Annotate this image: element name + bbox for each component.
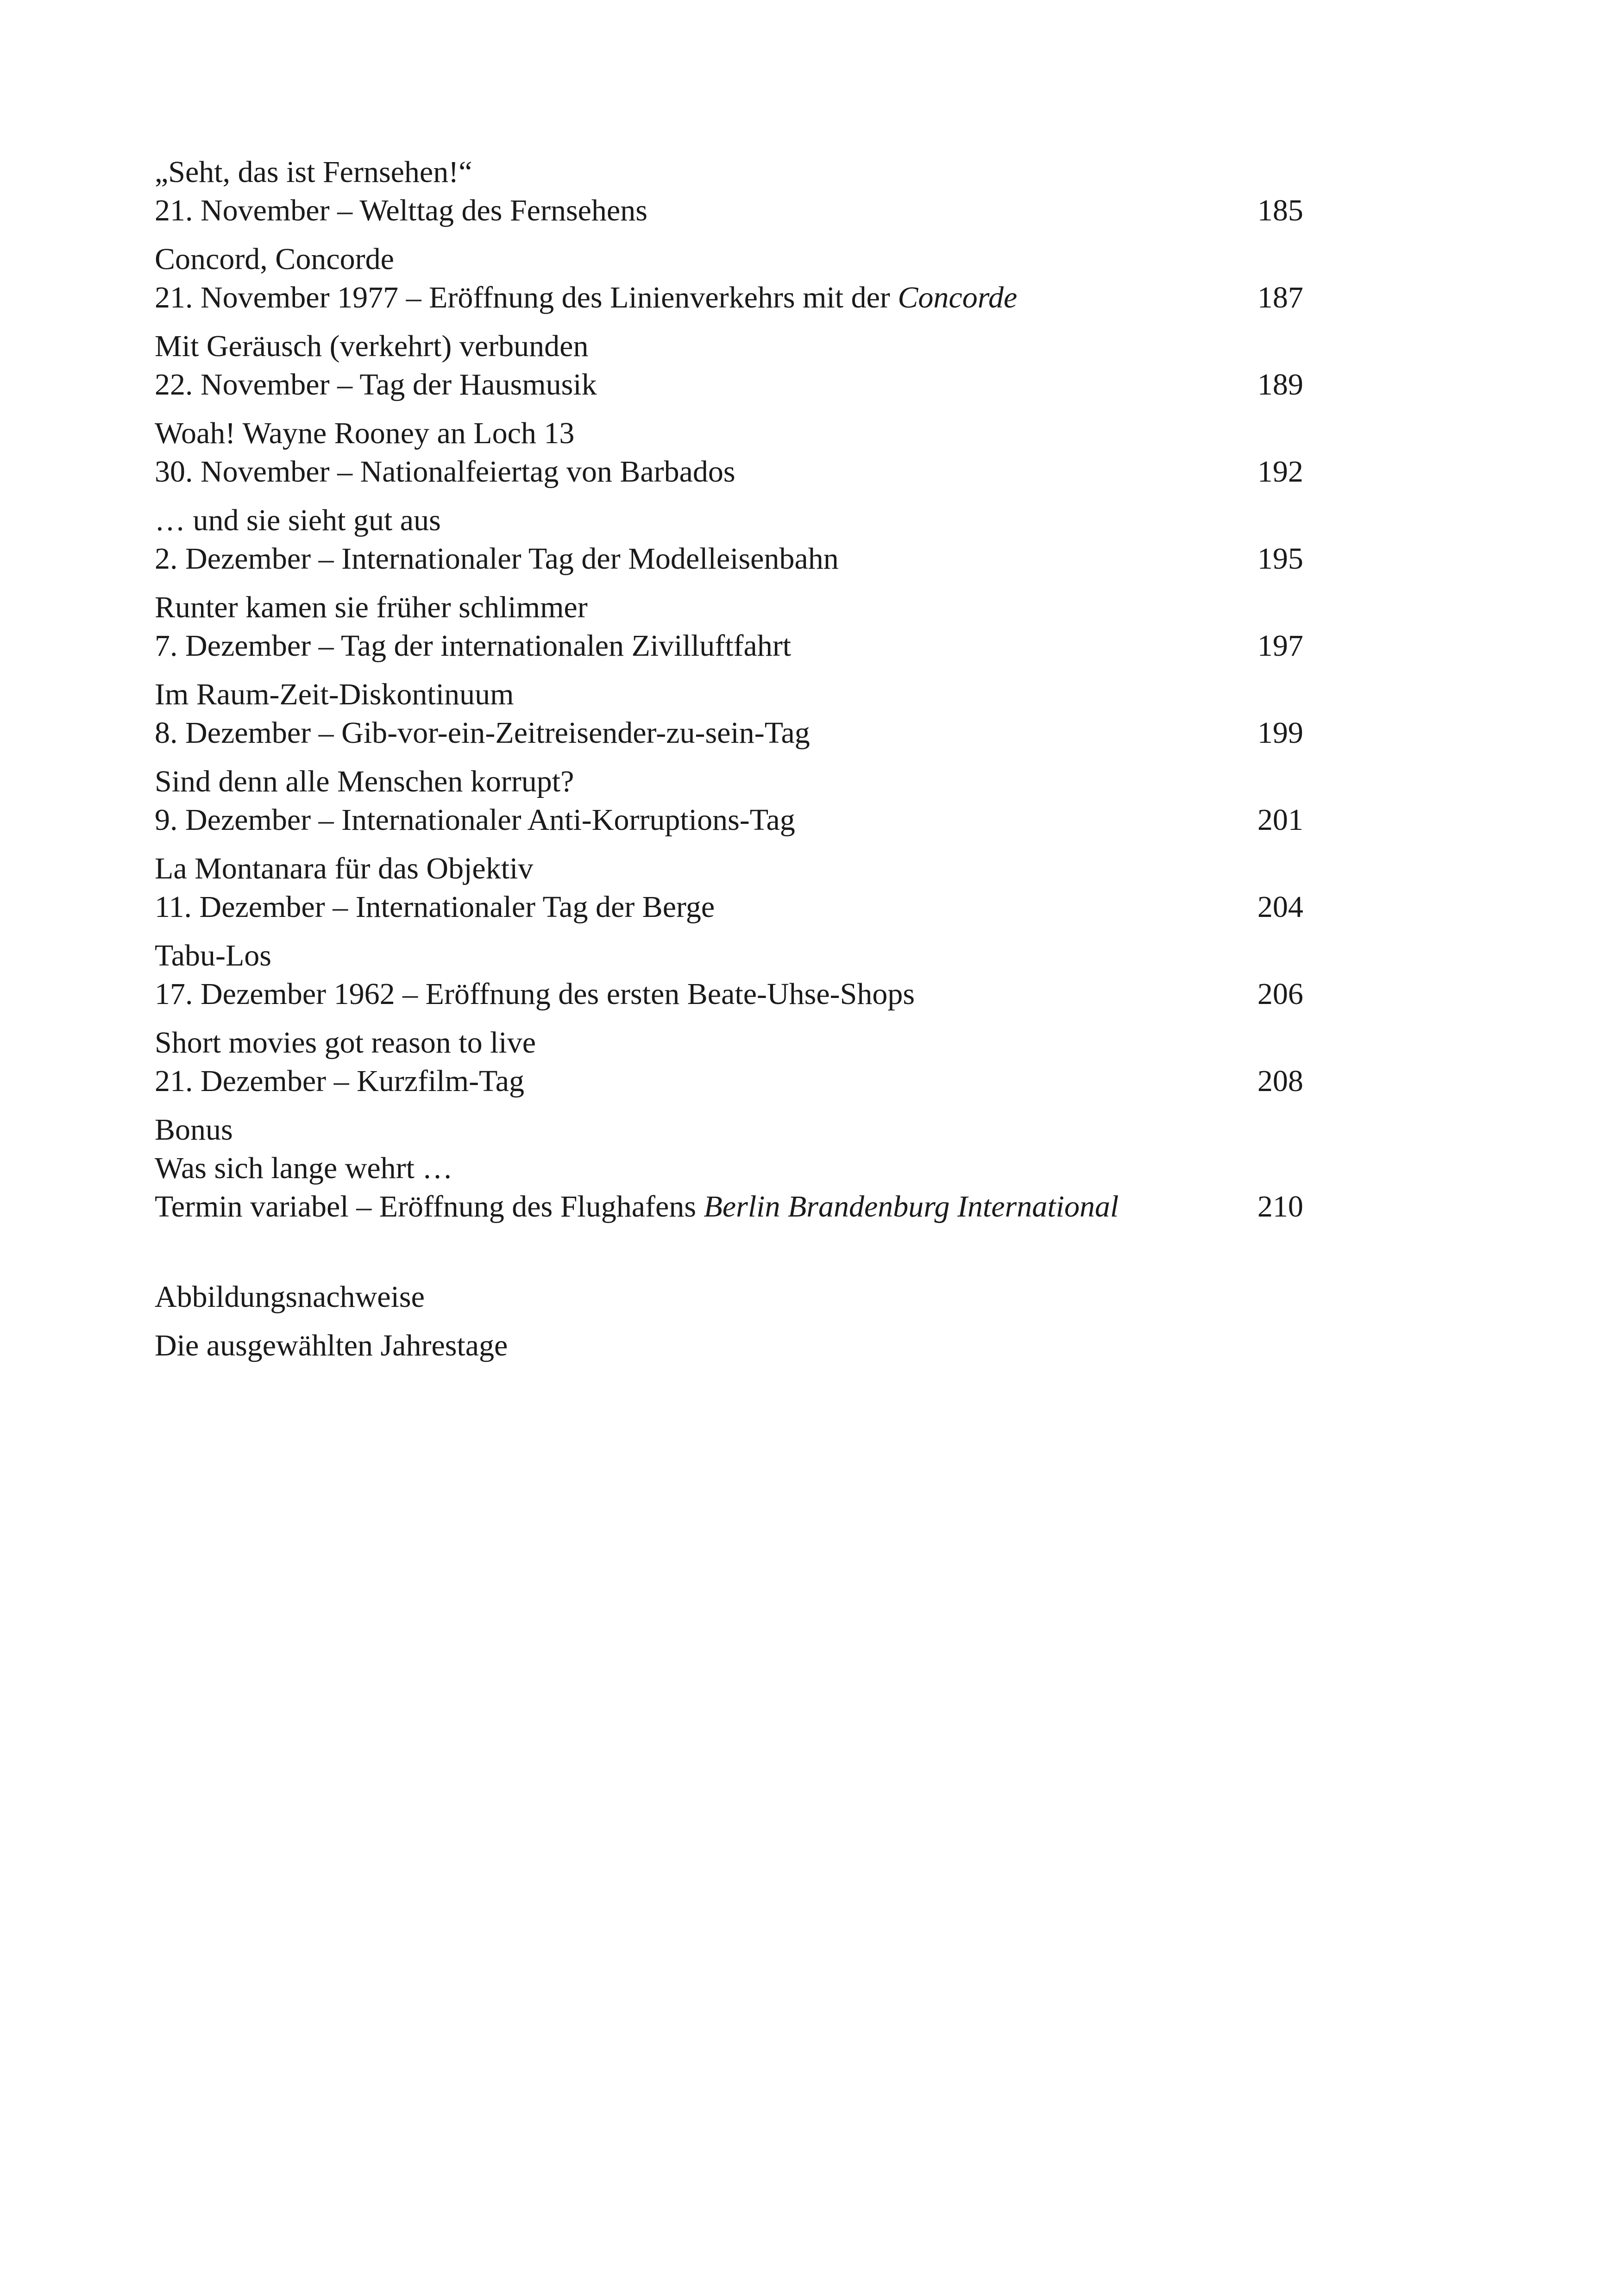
toc-entry [155, 327, 1303, 404]
entry-subtitle: 9. Dezember – Internationaler Anti-Korruptions-Tag [155, 803, 795, 837]
entry-subtitle: Termin variabel – Eröffnung des Flughafens Berlin Brandenburg International [155, 1190, 1119, 1223]
toc-entry [155, 762, 1303, 839]
entry-row [155, 191, 1303, 230]
entry-title: Woah! Wayne Rooney an Loch 13 [155, 416, 575, 450]
entry-row [155, 365, 1303, 404]
page-number: 187 [1257, 281, 1303, 314]
entry-title: Mit Geräusch (verkehrt) verbunden [155, 329, 589, 363]
toc-entry [155, 501, 1303, 578]
entry-title: … und sie sieht gut aus [155, 503, 441, 537]
entry-subtitle: 30. November – Nationalfeiertag von Barbados [155, 455, 735, 489]
toc-entry [155, 936, 1303, 1013]
entry-title: Sind denn alle Menschen korrupt? [155, 765, 574, 798]
entry-subtitle: 2. Dezember – Internationaler Tag der Modelleisenbahn [155, 542, 839, 576]
page-number: 195 [1257, 542, 1303, 576]
entry-subtitle: 21. November 1977 – Eröffnung des Linienverkehrs mit der Concorde [155, 281, 1018, 314]
page-number: 206 [1257, 977, 1303, 1011]
entry-row [155, 278, 1303, 317]
page-number: 192 [1257, 455, 1303, 489]
entry-row [155, 714, 1303, 752]
entry-row [155, 1062, 1303, 1100]
entry-subtitle-italic: Berlin Brandenburg International [704, 1190, 1119, 1223]
toc-entry [155, 675, 1303, 752]
page-number: 204 [1257, 890, 1303, 924]
toc-entry [155, 1023, 1303, 1100]
table-of-contents [155, 153, 1303, 1375]
entry-subtitle: 7. Dezember – Tag der internationalen Zivilluftfahrt [155, 629, 792, 663]
page-number: 201 [1257, 803, 1303, 837]
entry-row [155, 627, 1303, 665]
page-number: 189 [1257, 368, 1303, 401]
anniversaries-heading: Die ausgewählten Jahrestage [155, 1329, 508, 1362]
entry-subtitle: 17. Dezember 1962 – Eröffnung des ersten Beate-Uhse-Shops [155, 977, 915, 1011]
entry-subtitle: 8. Dezember – Gib-vor-ein-Zeitreisender-zu-sein-Tag [155, 716, 810, 750]
entry-row [155, 452, 1303, 491]
bonus-label: Bonus [155, 1113, 233, 1147]
toc-entry [155, 588, 1303, 665]
entry-row [155, 975, 1303, 1013]
page-number: 208 [1257, 1064, 1303, 1098]
page-number: 199 [1257, 716, 1303, 750]
entry-subtitle: 21. Dezember – Kurzfilm-Tag [155, 1064, 525, 1098]
entry-title: Short movies got reason to live [155, 1026, 536, 1060]
entry-row [155, 539, 1303, 578]
credits-heading: Abbildungsnachweise [155, 1280, 425, 1314]
entry-subtitle: 21. November – Welttag des Fernsehens [155, 194, 647, 227]
entry-title: Concord, Concorde [155, 242, 394, 276]
entry-title: Im Raum-Zeit-Diskontinuum [155, 678, 514, 711]
toc-entry [155, 240, 1303, 317]
entry-row [155, 801, 1303, 839]
page-number: 210 [1257, 1190, 1303, 1223]
entry-row [155, 888, 1303, 926]
entry-subtitle-italic: Concorde [898, 281, 1018, 314]
entry-title: Runter kamen sie früher schlimmer [155, 590, 588, 624]
appendix-section [155, 1278, 1303, 1365]
entry-subtitle: 22. November – Tag der Hausmusik [155, 368, 597, 401]
toc-entry [155, 849, 1303, 926]
toc-entry [155, 153, 1303, 230]
toc-entry-bonus [155, 1110, 1303, 1226]
entry-subtitle: 11. Dezember – Internationaler Tag der Berge [155, 890, 715, 924]
page-number: 197 [1257, 629, 1303, 663]
entry-row [155, 1187, 1303, 1226]
entry-title: Was sich lange wehrt … [155, 1151, 453, 1185]
page-number: 185 [1257, 194, 1303, 227]
entry-title: Tabu-Los [155, 939, 271, 972]
entry-title: La Montanara für das Objektiv [155, 852, 534, 885]
toc-entry [155, 414, 1303, 491]
entry-title: „Seht, das ist Fernsehen!“ [155, 155, 472, 189]
